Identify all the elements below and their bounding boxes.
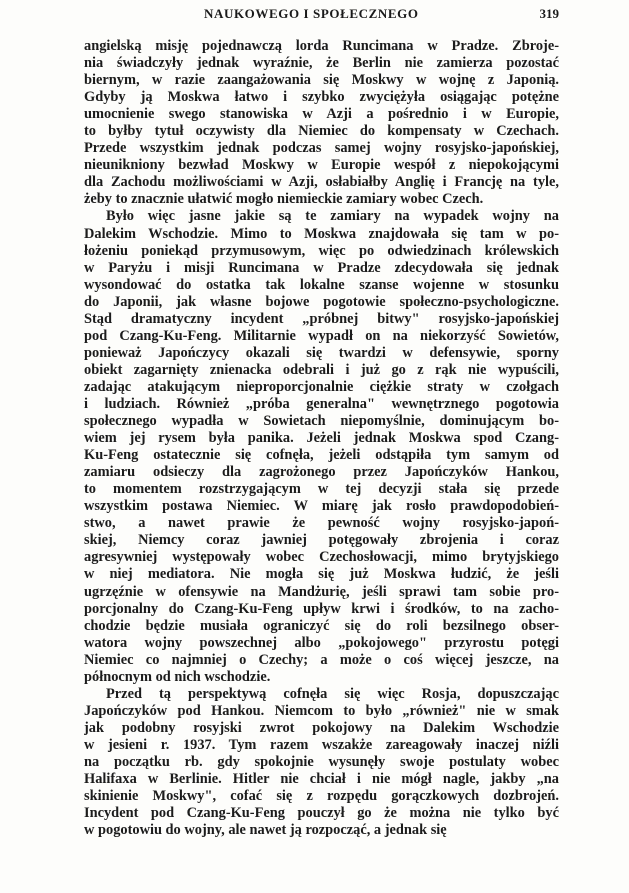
text-line: Było więc jasne jakie są te zamiary na wypadek wojny na xyxy=(106,208,559,225)
running-header xyxy=(84,6,559,26)
text-line: społecznego wypadła w Sowietach niepomyślnie, dominującym bo- xyxy=(84,413,559,430)
text-line: żeby to znacznie ułatwić mogło niemieckie zamiary wobec Czech. xyxy=(84,191,484,208)
paragraph xyxy=(84,686,559,839)
text-line: skiej, Niemcy coraz jawniej potęgowały zbrojenia i coraz xyxy=(84,532,559,549)
text-line: porcjonalny do Czang-Ku-Feng upływ krwi i środków, to na zacho- xyxy=(84,600,559,617)
text-line: Japończyków pod Hankou. Niemcom to było „również" nie w smak xyxy=(84,702,559,719)
text-line: agresywniej występowały wobec Czechosłowacji, mimo brytyjskiego xyxy=(84,549,559,566)
text-line: w jesieni r. 1937. Tym razem wszakże zareagowały inaczej niźli xyxy=(84,736,559,753)
text-line: ponieważ Japończycy okazali się twardzi w defensywie, sporny xyxy=(84,344,559,361)
text-line: watora wojny powszechnej albo „pokojowego" przyrostu potęgi xyxy=(84,634,559,651)
running-title: NAUKOWEGO I SPOŁECZNEGO xyxy=(204,6,419,21)
text-line: Dalekim Wschodzie. Mimo to Moskwa znajdowała się tam w po- xyxy=(84,225,559,242)
text-line: nia świadczyły jednak wyraźnie, że Berlin nie zamierza pozostać xyxy=(84,55,559,72)
text-line: Gdyby ją Moskwa łatwo i szybko zwyciężyła osiągając potężne xyxy=(84,89,559,106)
text-line: Ku-Feng ostatecznie się cofnęła, jeżeli odstąpiła tym samym od xyxy=(84,447,559,464)
text-line: Stąd dramatyczny incydent „próbnej bitwy" rosyjsko-japońskiej xyxy=(84,310,559,327)
text-line: wszystkim postawa Niemiec. W miarę jak rosło prawdopodobień- xyxy=(84,498,559,515)
text-line: wysondować do ostatka tak lokalne szanse wojenne w stosunku xyxy=(84,276,559,293)
text-line: angielską misję pojednawczą lorda Runcimana w Pradze. Zbroje- xyxy=(84,38,559,54)
text-line: do Japonii, jak własne bojowe pogotowie społeczno-psychologiczne. xyxy=(84,293,559,310)
text-line: dla Zachodu możliwościami w Azji, osłabiałby Anglię i Francję na tyle, xyxy=(84,174,559,191)
text-line: zadając atakującym nieproporcjonalnie ciężkie straty w czołgach xyxy=(84,378,559,395)
text-line: zamiaru odsieczy dla zagrożonego przez Japończyków Hankou, xyxy=(84,464,559,481)
text-line: obiekt zagarnięty znienacka odebrali i już go z rąk nie wypuścili, xyxy=(84,361,559,378)
text-line: Przede wszystkim jednak podczas samej wojny rosyjsko-japońskiej, xyxy=(84,140,559,157)
text-line: w pogotowiu do wojny, ale nawet ją rozpocząć, a jednak się xyxy=(84,822,447,839)
text-line: łożeniu poniekąd przymusowym, więc po odwiedzinach królewskich xyxy=(84,242,559,259)
text-line: i ludziach. Również „próba generalna" wewnętrznego pogotowia xyxy=(84,395,559,412)
text-line: to byłby tytuł oczywisty dla Niemiec do kompensaty w Czechach. xyxy=(84,123,559,140)
text-line: Incydent pod Czang-Ku-Feng pouczył go że można nie tylko być xyxy=(84,805,559,822)
text-line: ugrzęźnie w ofensywie na Mandżurię, jeśli sprawi tam sobie pro- xyxy=(84,583,559,600)
text-line: biernym, w razie zaangażowania się Moskwy w wojnę z Japonią. xyxy=(84,72,559,89)
page-number: 319 xyxy=(539,6,559,21)
text-line: Przed tą perspektywą cofnęła się więc Rosja, dopuszczając xyxy=(106,685,559,702)
text-line: jak podobny rosyjski zwrot pokojowy na Dalekim Wschodzie xyxy=(84,719,559,736)
paragraph xyxy=(84,38,559,208)
text-line: to momentem rozstrzygającym w tej decyzji stała się przede xyxy=(84,481,559,498)
text-line: na początku rb. gdy spokojnie wysunęły swoje postulaty wobec xyxy=(84,753,559,770)
text-line: pod Czang-Ku-Feng. Militarnie wypadł on na niekorzyść Sowietów, xyxy=(84,327,559,344)
text-line: stwo, a nawet prawie że pewność wojny rosyjsko-japoń- xyxy=(84,515,559,532)
paragraph xyxy=(84,208,559,685)
text-line: nieunikniony bezwład Moskwy w Europie wespół z niepokojącymi xyxy=(84,157,559,174)
text-line: umocnienie swego stanowiska w Azji a pośrednio i w Europie, xyxy=(84,106,559,123)
text-line: skinienie Moskwy", cofać się z rozpędu gorączkowych dozbrojeń. xyxy=(84,788,559,805)
text-line: w niej mediatora. Nie mogła się już Moskwa łudzić, że jeśli xyxy=(84,566,559,583)
text-line: północnym od nich wschodzie. xyxy=(84,668,271,685)
body-text xyxy=(84,38,559,839)
text-line: chodzie będzie musiała ograniczyć się do roli bezsilnego obser- xyxy=(84,617,559,634)
text-line: w Paryżu i misji Runcimana w Pradze zdecydowała się jednak xyxy=(84,259,559,276)
text-line: Halifaxa w Berlinie. Hitler nie chciał i nie mógł nagle, jakby „na xyxy=(84,771,559,788)
text-line: wiem jej rysem była panika. Jeżeli jednak Moskwa spod Czang- xyxy=(84,430,559,447)
text-line: Niemiec co najmniej o Czechy; a może o coś więcej jeszcze, na xyxy=(84,651,559,668)
